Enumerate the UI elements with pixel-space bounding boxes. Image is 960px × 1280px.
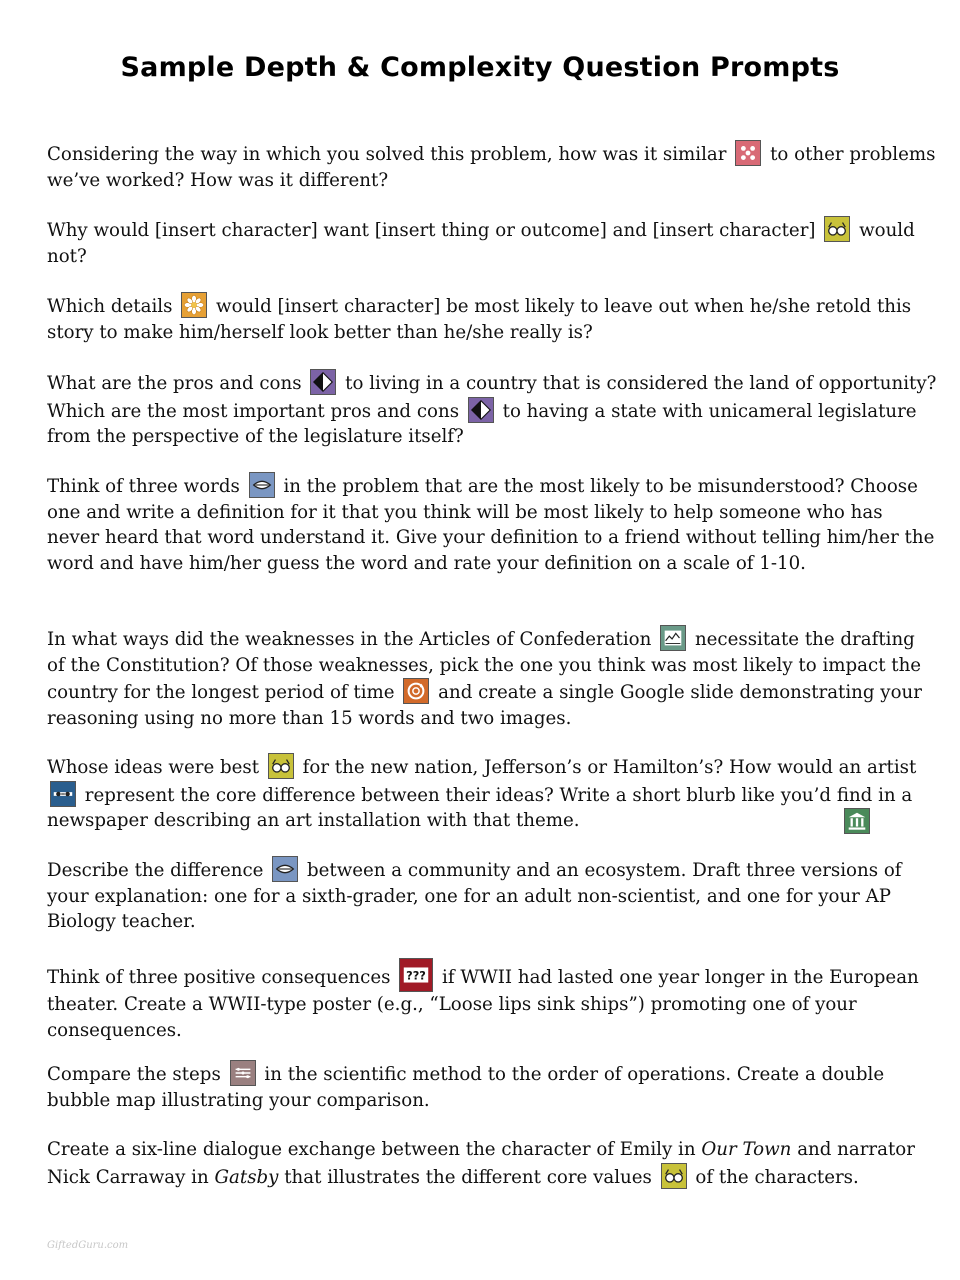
prompt-paragraph-3: [47, 292, 937, 345]
prompt-text: Create a six-line dialogue exchange between the character of Emily in: [47, 1139, 696, 1160]
prompt-text: would not?: [47, 220, 915, 267]
details-icon: [181, 292, 207, 318]
prompt-text: in the problem that are the most likely to be misunderstood? Choose one and write a definition for it that you think will be most likely to help someone who has never heard that word understand it. Give your definition to a friend without telling him/her the word and have him/her guess the word and rate your definition on a scale of 1-10.: [47, 476, 935, 574]
prompt-text: to having a state with unicameral legislature from the perspective of the legislature itself?: [47, 400, 917, 448]
prompt-text: if WWII had lasted one year longer in the European theater. Create a WWII-type poster (e.g., “Loose lips sink ships”) promoting one of your consequences.: [47, 967, 919, 1041]
prompt-text: What are the pros and cons: [47, 373, 302, 394]
rules-icon: [844, 808, 870, 834]
prompt-text: that illustrates the different core values: [284, 1166, 652, 1188]
prompt-text: of the characters.: [695, 1166, 859, 1188]
patterns-icon: [735, 140, 761, 166]
prompt-text: for the new nation, Jefferson’s or Hamilton’s? How would an artist: [302, 757, 917, 778]
book-title: Our Town: [701, 1139, 792, 1160]
footer-watermark: GiftedGuru.com: [47, 1240, 129, 1251]
prompt-paragraph-1: [47, 140, 937, 193]
svg-text:???: ???: [406, 969, 427, 983]
language-of-discipline-icon: [249, 472, 275, 498]
prompt-text: between a community and an ecosystem. Draft three versions of your explanation: one for a sixth-grader, one for an adult non-scientist, and one for your AP Biology teacher.: [47, 860, 902, 933]
language-of-discipline-icon: [272, 856, 298, 882]
prompt-text: would [insert character] be most likely to leave out when he/she retold this story to make him/herself look better than he/she really is?: [47, 296, 912, 343]
prompt-text: In what ways did the weaknesses in the Articles of Confederation: [47, 629, 652, 650]
prompt-paragraph-6: [47, 625, 937, 731]
unanswered-questions-icon: [399, 958, 433, 992]
trends-icon: [660, 625, 686, 651]
prompt-text: Why would [insert character] want [insert thing or outcome] and [insert character]: [47, 220, 816, 241]
book-title: Gatsby: [214, 1166, 279, 1188]
prompt-text: necessitate the drafting of the Constitution? Of those weaknesses, pick the one you think was most likely to impact the country for the longest period of time: [47, 629, 922, 704]
prompt-paragraph-7: [47, 753, 937, 834]
multidisciplinary-icon: [50, 781, 76, 807]
prompt-paragraph-5: [47, 472, 937, 576]
sequence-icon: [230, 1060, 256, 1086]
prompt-text: and narrator Nick Carraway in: [47, 1139, 915, 1188]
prompt-paragraph-10: [47, 1060, 937, 1113]
prompt-text: to other problems we’ve worked? How was it different?: [47, 144, 936, 191]
page-title: Sample Depth & Complexity Question Prompts: [120, 52, 840, 83]
prompt-paragraph-4: [47, 369, 937, 450]
multiple-perspectives-icon: [661, 1163, 687, 1189]
prompt-paragraph-8: [47, 856, 937, 935]
prompt-paragraph-11: [47, 1137, 937, 1190]
prompt-text: in the scientific method to the order of operations. Create a double bubble map illustrating your comparison.: [47, 1064, 885, 1111]
prompt-text: Which details: [47, 296, 173, 317]
prompt-text: to living in a country that is considered the land of opportunity? Which are the most important pros and cons: [47, 373, 937, 422]
ethics-icon: [310, 369, 336, 395]
prompt-text: represent the core difference between their ideas? Write a short blurb like you’d find in a newspaper describing an art installation with that theme.: [47, 784, 913, 832]
prompt-paragraph-2: [47, 216, 937, 269]
prompt-text: and create a single Google slide demonstrating your reasoning using no more than 15 words and two images.: [47, 682, 922, 729]
prompt-text: Think of three positive consequences: [47, 967, 391, 988]
change-over-time-icon: [403, 678, 429, 704]
prompt-text: Considering the way in which you solved this problem, how was it similar: [47, 144, 727, 165]
multiple-perspectives-icon: [268, 753, 294, 779]
ethics-icon: [468, 397, 494, 423]
prompt-text: Whose ideas were best: [47, 757, 260, 778]
prompt-text: Describe the difference: [47, 860, 264, 881]
multiple-perspectives-icon: [824, 216, 850, 242]
prompt-text: Think of three words: [47, 476, 240, 497]
prompt-paragraph-9: [47, 958, 937, 1043]
prompt-text: Compare the steps: [47, 1064, 221, 1085]
